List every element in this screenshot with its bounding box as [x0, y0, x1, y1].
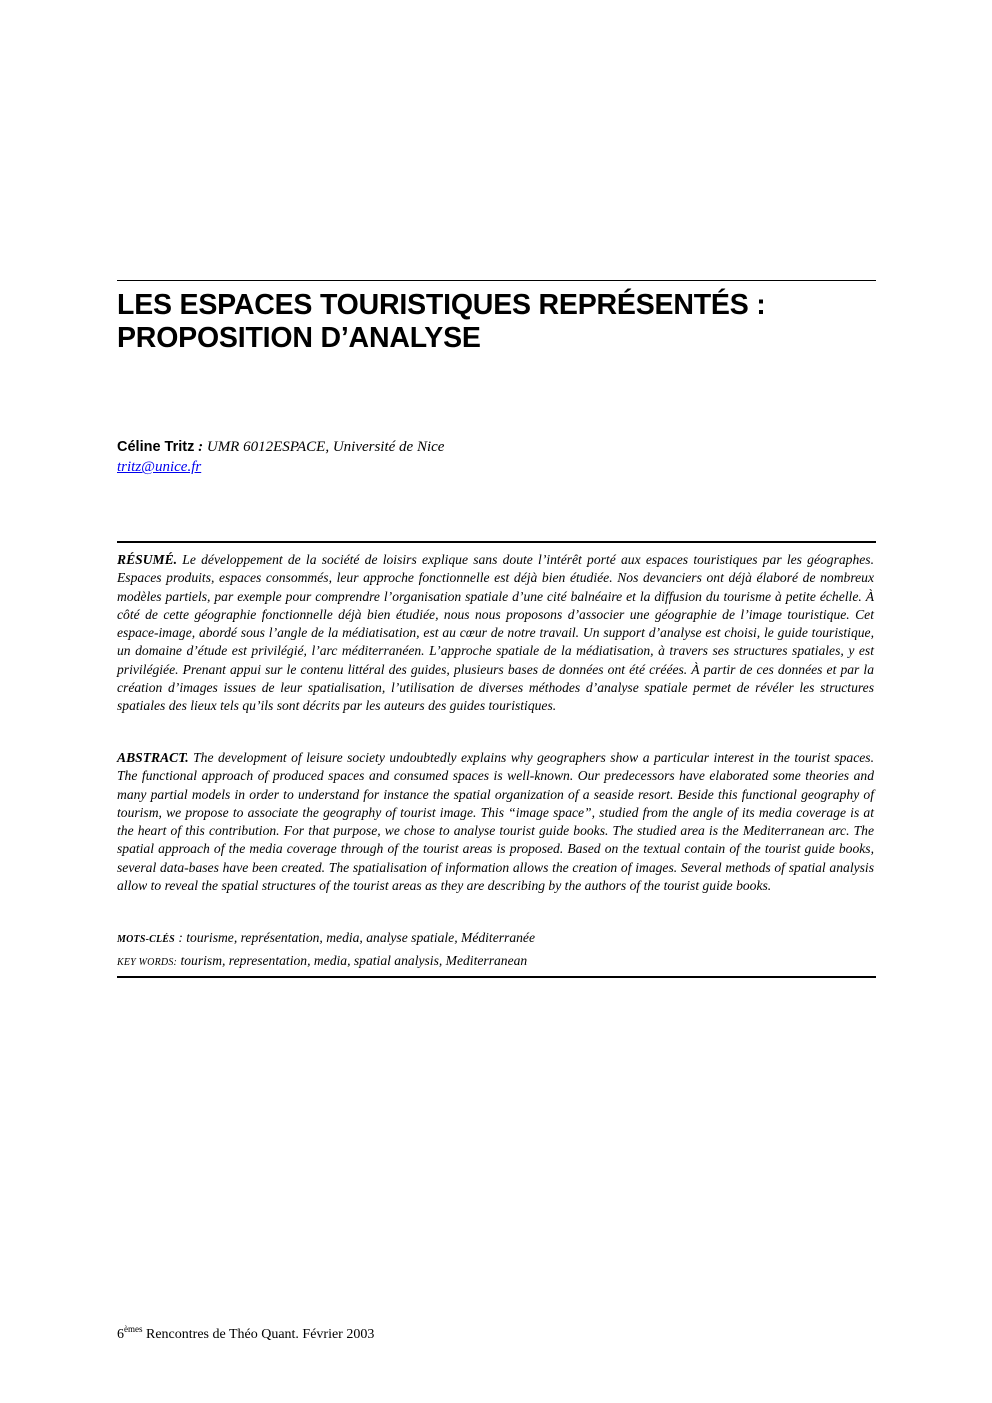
- abstract-bottom-rule: [117, 976, 876, 978]
- footer-number: 6: [117, 1327, 124, 1342]
- author-separator: :: [194, 439, 207, 455]
- page-footer: [117, 1326, 374, 1344]
- abstract-text: The development of leisure society undoubtedly explains why geographers show a particular interest in the tourist spaces. The functional approach of produced spaces and consumed spaces is well-known. Our predecessors have elaborated some theories and many partial models in order to understand for instance the spatial organization of a seaside resort. Beside this functional geography of tourism, we propose to associate the geography of tourist image. This “image space”, studied from the angle of its media coverage is at the heart of this contribution. For that purpose, we chose to analyse tourist guide books. The studied area is the Mediterranean arc. The spatial approach of the media coverage through of the tourist areas is proposed. Based on the textual contain of the tourist guide books, several data-bases have been created. The spatialisation of information allows the creation of images. Several methods of spatial analysis allow to reveal the spatial structures of the tourist areas as they are describing by the authors of the tourist guide books.: [117, 750, 874, 893]
- abstract-paragraph: [117, 749, 874, 895]
- resume-text: Le développement de la société de loisirs explique sans doute l’intérêt porté aux espaces touristiques par les géographes. Espaces produits, espaces consommés, leur approche fonctionnelle est déjà bien étudiée. Nos devanciers ont déjà élaboré de nombreux modèles partiels, par exemple pour comprendre l’organisation spatiale d’une cité balnéaire et la diffusion du tourisme à petite échelle. À côté de cette géographie fonctionnelle déjà bien étudiée, nous nous proposons d’associer une géographie de l’image touristique. Cet espace-image, abordé sous l’angle de la médiatisation, est au cœur de notre travail. Un support d’analyse est choisi, le guide touristique, un domaine d’étude est privilégié, l’arc méditerranéen. L’approche spatiale de la médiatisation, à travers ses structures spatiales, y est privilégiée. Prenant appui sur le contenu littéral des guides, plusieurs bases de données ont été créées. À partir de ces données et par la création d’images issues de leur spatialisation, l’utilisation de diverses méthodes d’analyse spatiale permet de révéler les structures spatiales des lieux tels qu’ils sont décrits par les auteurs des guides touristiques.: [117, 552, 874, 713]
- author-block: [117, 437, 876, 477]
- keywords-en: [117, 952, 874, 972]
- keywords-en-label: KEY WORDS:: [117, 957, 178, 968]
- title-line-2: PROPOSITION D’ANALYSE: [117, 322, 481, 354]
- title-line-1: LES ESPACES TOURISTIQUES REPRÉSENTÉS :: [117, 289, 766, 321]
- author-name: Céline Tritz: [117, 439, 195, 455]
- resume-paragraph: [117, 551, 874, 715]
- paper-title: [117, 289, 876, 355]
- footer-text: Rencontres de Théo Quant. Février 2003: [142, 1327, 375, 1342]
- title-top-rule: [117, 280, 876, 281]
- abstract-label: ABSTRACT.: [117, 750, 189, 765]
- keywords-en-text: tourism, representation, media, spatial analysis, Mediterranean: [177, 953, 528, 968]
- author-email-link[interactable]: tritz@unice.fr: [117, 459, 202, 475]
- keywords-fr: [117, 929, 874, 949]
- keywords-fr-label: MOTS-CLÉS: [117, 934, 175, 945]
- footer-superscript: èmes: [124, 1324, 143, 1334]
- author-line: [117, 437, 876, 457]
- resume-label: RÉSUMÉ.: [117, 552, 178, 567]
- author-affiliation: UMR 6012ESPACE, Université de Nice: [206, 439, 445, 455]
- abstract-top-rule: [117, 541, 876, 543]
- keywords-fr-text: : tourisme, représentation, media, analyse spatiale, Méditerranée: [174, 930, 535, 945]
